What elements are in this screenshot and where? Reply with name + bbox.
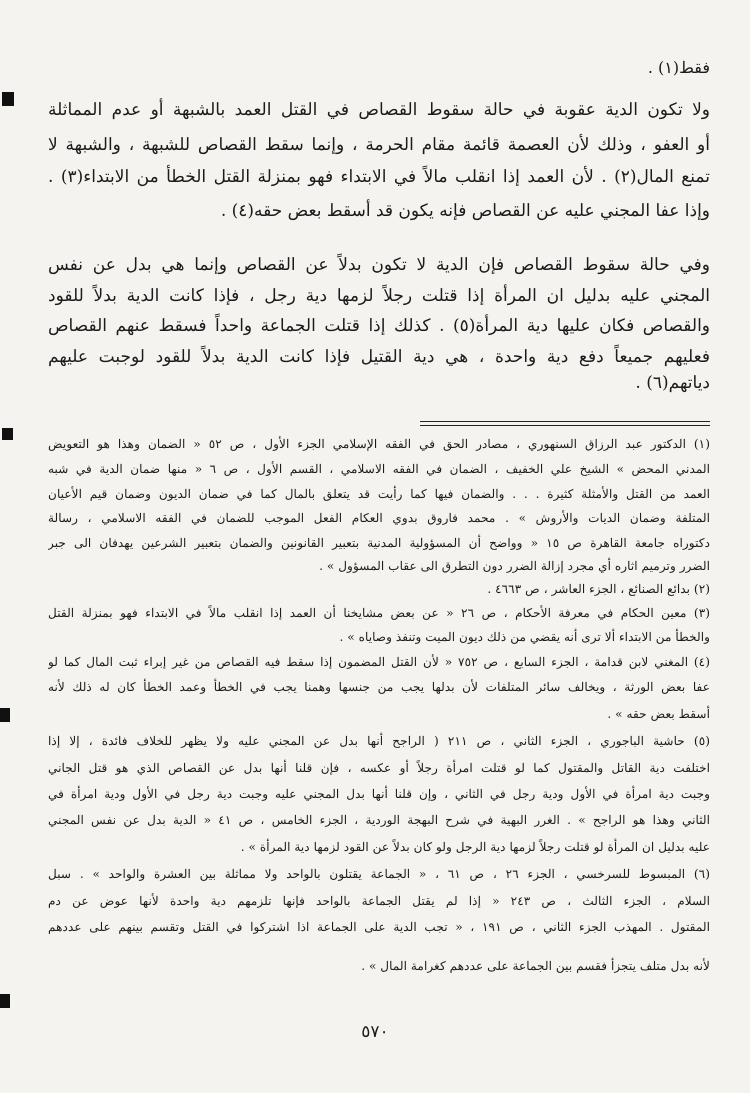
footnote-line: اختلفت دية القاتل والمقتول كما لو قتلت امرأة رجلاً أو عكسه ، فإن قلنا أنها بدل عن القصاص الذي هو قتل الجاني: [48, 761, 710, 775]
footnote-separator: [420, 421, 710, 422]
body-line: والقصاص فكان عليها دية المرأة(٥) . كذلك إذا قتلت الجماعة واحداً فسقط عنهم القصاص: [48, 316, 710, 336]
page-number: ٥٧٠: [361, 1022, 389, 1042]
footnote-line: المقتول . المهذب الجزء الثاني ، ص ١٩١ ، « تجب الدية على الجماعة اذا اشتركوا في القتل وتقسم بينهم على عددهم: [48, 920, 710, 934]
continued-text: فقط(١) .: [647, 58, 710, 77]
footnote-line: (٣) معين الحكام في معرفة الأحكام ، ص ٢٦ « عن بعض مشايخنا أن العمد إذا انقلب مالاً في الابتداء فهو بمنزلة القتل: [48, 606, 710, 620]
footnote-line: العمد من القتل والأمثلة كثيرة . . . والضمان فيها كما رأيت قد يتعلق بالمال كما في ضمان الديون وضمان قيم الأعيان: [48, 487, 710, 501]
footnote-line: (٢) بدائع الصنائع ، الجزء العاشر ، ص ٤٦٦٣ .: [487, 582, 710, 596]
footnote-line: والخطأ من الابتداء ألا ترى أنه يقضي من ذلك ديون الميت وتنفذ وصاياه » .: [339, 630, 710, 644]
footnote-line: لأنه بدل متلف يتجزأ فقسم بين الجماعة على عددهم كغرامة المال » .: [361, 959, 710, 973]
footnote-separator: [420, 425, 710, 426]
body-line: ولا تكون الدية عقوبة في حالة سقوط القصاص في القتل العمد بالشبهة أو عدم المماثلة: [48, 100, 710, 120]
footnote-line: عليه بدليل ان المرأة لو قتلت رجلاً لزمها دية الرجل ولو كان بدلاً عن القود لزمها دية المرأة » .: [240, 840, 710, 854]
body-line: أو العفو ، وذلك لأن العصمة قائمة مقام الحرمة ، وإنما سقط القصاص للشبهة ، والشبهة لا: [48, 135, 710, 155]
scan-mark: [2, 92, 14, 106]
footnote-line: أسقط بعض حقه » .: [607, 707, 710, 721]
footnote-line: (٥) حاشية الباجوري ، الجزء الثاني ، ص ٢١١ ( الراجح أنها بدل عن المجني عليه ولا يظهر للخلاف فائدة ، إلا إذا: [48, 734, 710, 748]
scan-mark: [2, 428, 13, 440]
footnote-line: وجبت دية امرأة في الأول ودية رجل في الثاني ، وإن قلنا أنها بدل المجني عليه وجبت دية رجل في الأول ودية امرأة في: [48, 787, 710, 801]
footnote-line: (٦) المبسوط للسرخسي ، الجزء ٢٦ ، ص ٦١ ، « الجماعة يقتلون بالواحد ولا مماثلة بين العشرة والواحد » . سبل: [48, 867, 710, 881]
footnote-line: (٤) المغني لابن قدامة ، الجزء السابع ، ص ٧٥٢ « لأن القتل المضمون إذا سقط فيه القصاص من غير إبراء ثبت المال كما لو: [48, 655, 710, 669]
body-line: وفي حالة سقوط القصاص فإن الدية لا تكون بدلاً عن القصاص وإنما هي بدل عن نفس: [48, 255, 710, 275]
scan-mark: [0, 994, 10, 1008]
body-line: تمنع المال(٢) . لأن العمد إذا انقلب مالاً في الابتداء فهو بمنزلة القتل الخطأ من الابتداء(٣) .: [48, 167, 710, 187]
footnote-line: الثاني وهذا هو الراجح » . الغرر البهية في شرح البهجة الوردية ، الجزء الخامس ، ص ٤١ « الدية بدل عن نفس المجني: [48, 813, 710, 827]
footnote-line: السلام ، الجزء الثالث ، ص ٢٤٣ « إذا لم يقتل الجماعة بالواحد فإنها تلزمهم دية واحدة لأنها عوض عن دم: [48, 894, 710, 908]
body-line: المجني عليه بدليل ان المرأة إذا قتلت رجلاً لزمها دية رجل ، فإذا كانت الدية بدلاً للقود: [48, 286, 710, 306]
footnote-line: دكتوراه جامعة القاهرة ص ١٥ « وواضح أن المسؤولية المدنية بتعبير القانونين والضمان بتعبير الشرعين يهدفان الى جبر: [48, 536, 710, 550]
footnote-line: المتلفة وضمان الديات والأروش » . محمد فاروق بدوي العكام الفعل الموجب للضمان في الفقه الاسلامي ، رسالة: [48, 511, 710, 525]
footnote-line: عفا بعض الورثة ، ويخالف سائر المتلفات لأن بدلها يجب من جنسها وهمنا يجب في الخطأ وعمد الخطأ كان له ذلك لأنه: [48, 680, 710, 694]
body-line: دياتهم(٦) .: [635, 373, 710, 393]
footnote-line: المدني المحض » الشيخ علي الخفيف ، الضمان في الفقه الاسلامي ، القسم الأول ، ص ٦ « منها ضمان الدية في شبه: [48, 462, 710, 476]
scan-mark: [0, 708, 10, 722]
body-line: وإذا عفا المجني عليه عن القصاص فإنه يكون قد أسقط بعض حقه(٤) .: [220, 201, 710, 221]
footnote-line: الضرر وترميم اثاره أي مجرد إزالة الضرر دون التطرق الى عقاب المسؤول » .: [319, 559, 710, 573]
body-line: فعليهم جميعاً دفع دية واحدة ، هي دية القتيل فإذا كانت الدية بدلاً للقود لوجبت عليهم: [48, 347, 710, 367]
footnote-line: (١) الدكتور عبد الرزاق السنهوري ، مصادر الحق في الفقه الإسلامي الجزء الأول ، ص ٥٢ « الضمان وهذا هو التعويض: [48, 437, 710, 451]
